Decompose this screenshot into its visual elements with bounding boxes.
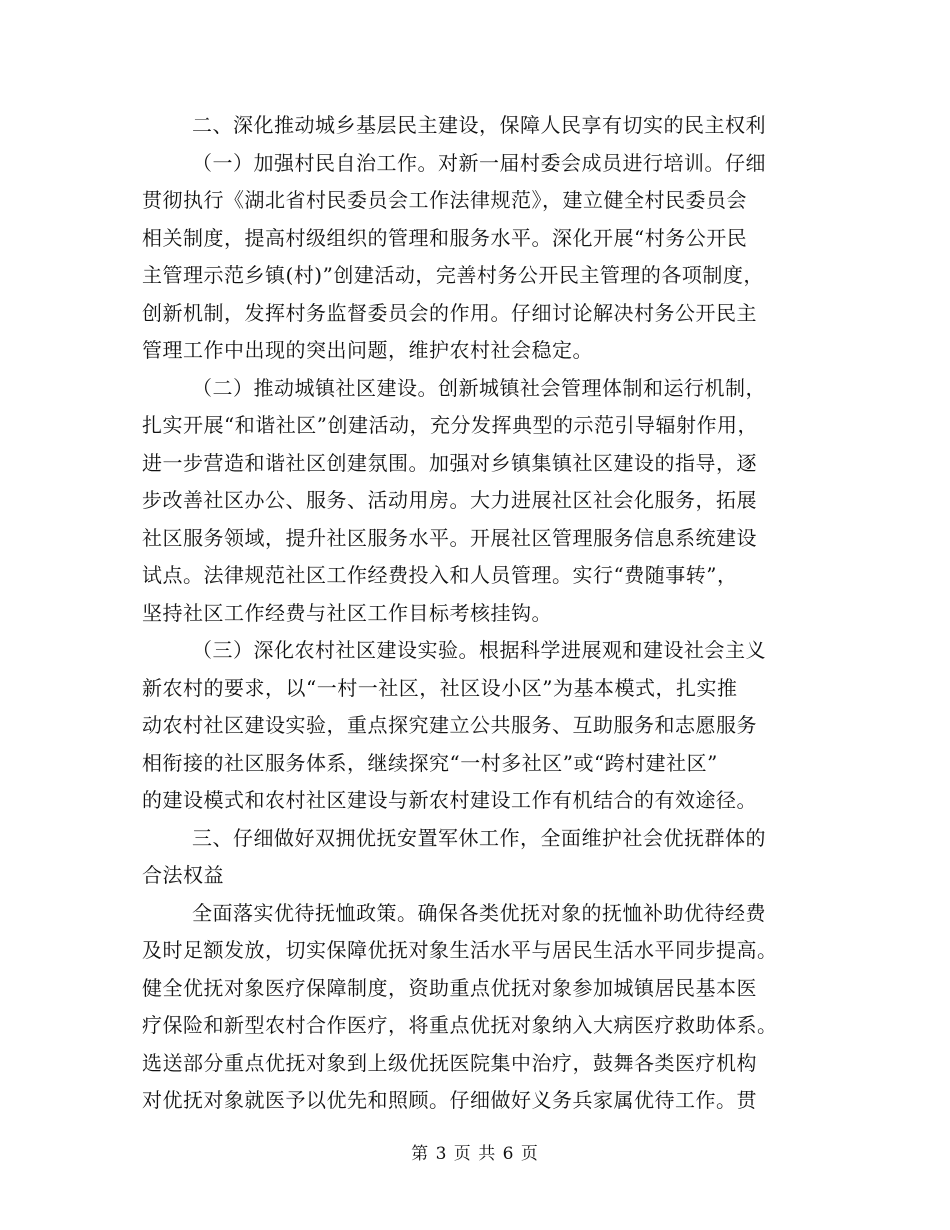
paragraph-line: 步改善社区办公、服务、活动用房。大力进展社区社会化服务，拓展 bbox=[142, 488, 757, 512]
paragraph-line: 新农村的要求，以“一村一社区，社区设小区”为基本模式，扎实推 bbox=[142, 676, 738, 700]
paragraph-line: 选送部分重点优抚对象到上级优抚医院集中治疗，鼓舞各类医疗机构 bbox=[142, 1051, 757, 1075]
paragraph-line: 疗保险和新型农村合作医疗，将重点优抚对象纳入大病医疗救助体系。 bbox=[142, 1013, 778, 1037]
section-heading-3-cont: 合法权益 bbox=[142, 863, 224, 887]
paragraph-line: 主管理示范乡镇(村)”创建活动，完善村务公开民主管理的各项制度， bbox=[142, 263, 764, 287]
paragraph-line: 相衔接的社区服务体系，继续探究“一村多社区”或“跨村建社区” bbox=[142, 751, 718, 775]
paragraph-line: 相关制度，提高村级组织的管理和服务水平。深化开展“村务公开民 bbox=[142, 226, 748, 250]
paragraph-line: 动农村社区建设实验，重点探究建立公共服务、互助服务和志愿服务 bbox=[142, 713, 757, 737]
paragraph-line: 试点。法律规范社区工作经费投入和人员管理。实行“费随事转”， bbox=[142, 563, 738, 587]
paragraph-line: 进一步营造和谐社区创建氛围。加强对乡镇集镇社区建设的指导，逐 bbox=[142, 451, 757, 475]
section-heading-2: 二、深化推动城乡基层民主建设，保障人民享有切实的民主权利 bbox=[192, 113, 766, 137]
page-number-footer: 第 3 页 共 6 页 bbox=[411, 1144, 539, 1164]
paragraph-line: （三）深化农村社区建设实验。根据科学进展观和建设社会主义 bbox=[192, 638, 766, 662]
paragraph-line: 及时足额发放，切实保障优抚对象生活水平与居民生活水平同步提高。 bbox=[142, 938, 778, 962]
paragraph-line: 社区服务领域，提升社区服务水平。开展社区管理服务信息系统建设 bbox=[142, 526, 757, 550]
section-heading-3: 三、仔细做好双拥优抚安置军休工作，全面维护社会优抚群体的 bbox=[192, 826, 766, 850]
paragraph-line: 扎实开展“和谐社区”创建活动，充分发挥典型的示范引导辐射作用， bbox=[142, 413, 758, 437]
paragraph-line: 坚持社区工作经费与社区工作目标考核挂钩。 bbox=[142, 601, 552, 625]
paragraph-line: 健全优抚对象医疗保障制度，资助重点优抚对象参加城镇居民基本医 bbox=[142, 976, 757, 1000]
paragraph-line: 创新机制，发挥村务监督委员会的作用。仔细讨论解决村务公开民主 bbox=[142, 301, 757, 325]
paragraph-line: 对优抚对象就医予以优先和照顾。仔细做好义务兵家属优待工作。贯 bbox=[142, 1088, 757, 1112]
paragraph-line: 贯彻执行《湖北省村民委员会工作法律规范》，建立健全村民委员会 bbox=[142, 188, 747, 212]
paragraph-line: 管理工作中出现的突出问题，维护农村社会稳定。 bbox=[142, 338, 593, 362]
paragraph-line: （一）加强村民自治工作。对新一届村委会成员进行培训。仔细 bbox=[192, 151, 766, 175]
paragraph-line: 的建设模式和农村社区建设与新农村建设工作有机结合的有效途径。 bbox=[142, 788, 757, 812]
paragraph-line: 全面落实优待抚恤政策。确保各类优抚对象的抚恤补助优待经费 bbox=[192, 901, 766, 925]
paragraph-line: （二）推动城镇社区建设。创新城镇社会管理体制和运行机制， bbox=[192, 376, 766, 400]
